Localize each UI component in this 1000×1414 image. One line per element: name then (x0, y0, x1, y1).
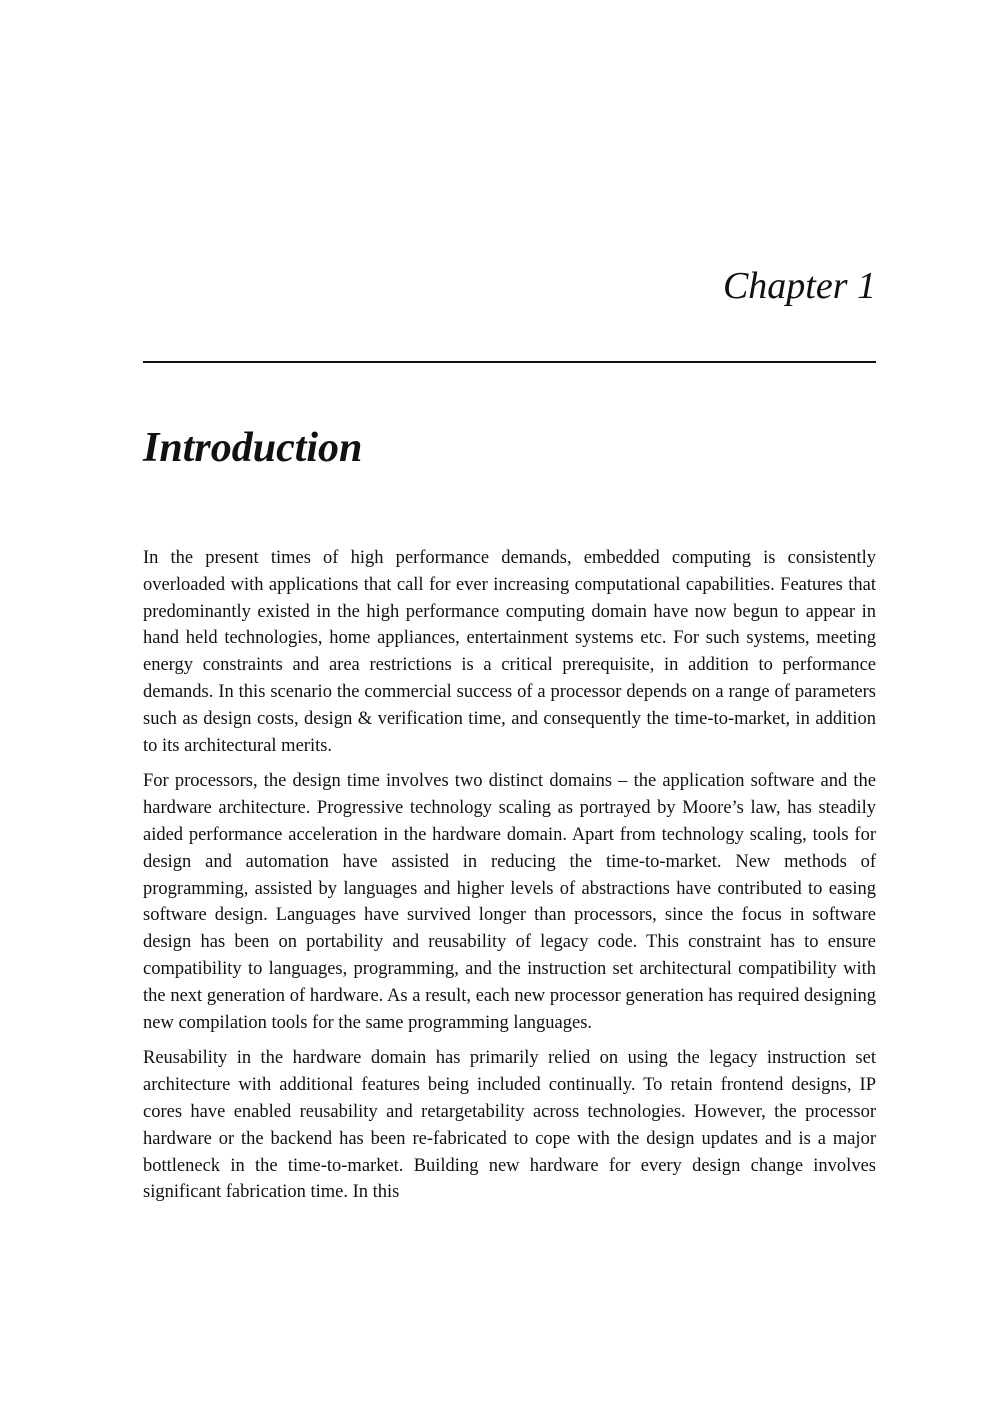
chapter-divider (143, 361, 876, 363)
paragraph: For processors, the design time involves two distinct domains – the application software and the hardware architecture. Progressive technology scaling as portrayed by Moore’s law, has steadily aided performance acceleration in the hardware domain. Apart from technology scaling, tools for design and automation have assisted in reducing the time-to-market. New methods of programming, assisted by languages and higher levels of abstractions have contributed to easing software design. Languages have survived longer than processors, since the focus in software design has been on portability and reusability of legacy code. This constraint has to ensure compatibility to languages, programming, and the instruction set architectural compatibility with the next generation of hardware. As a result, each new processor generation has required designing new compilation tools for the same programming languages. (143, 771, 876, 1033)
body-text (143, 545, 876, 1215)
paragraph: Reusability in the hardware domain has primarily relied on using the legacy instruction set architecture with additional features being included continually. To retain frontend designs, IP cores have enabled reusability and retargetability across technologies. However, the processor hardware or the backend has been re-fabricated to cope with the design updates and is a major bottleneck in the time-to-market. Building new hardware for every design change involves significant fabrication time. In this (143, 1048, 876, 1203)
chapter-title: Introduction (143, 425, 363, 471)
chapter-number: Chapter 1 (722, 265, 876, 307)
paragraph: In the present times of high performance demands, embedded computing is consistently overloaded with applications that call for ever increasing computational capabilities. Features that predominantly existed in the high performance computing domain have now begun to appear in hand held technologies, home appliances, entertainment systems etc. For such systems, meeting energy constraints and area restrictions is a critical prerequisite, in addition to performance demands. In this scenario the commercial success of a processor depends on a range of parameters such as design costs, design & verification time, and consequently the time-to-market, in addition to its architectural merits. (143, 548, 876, 756)
